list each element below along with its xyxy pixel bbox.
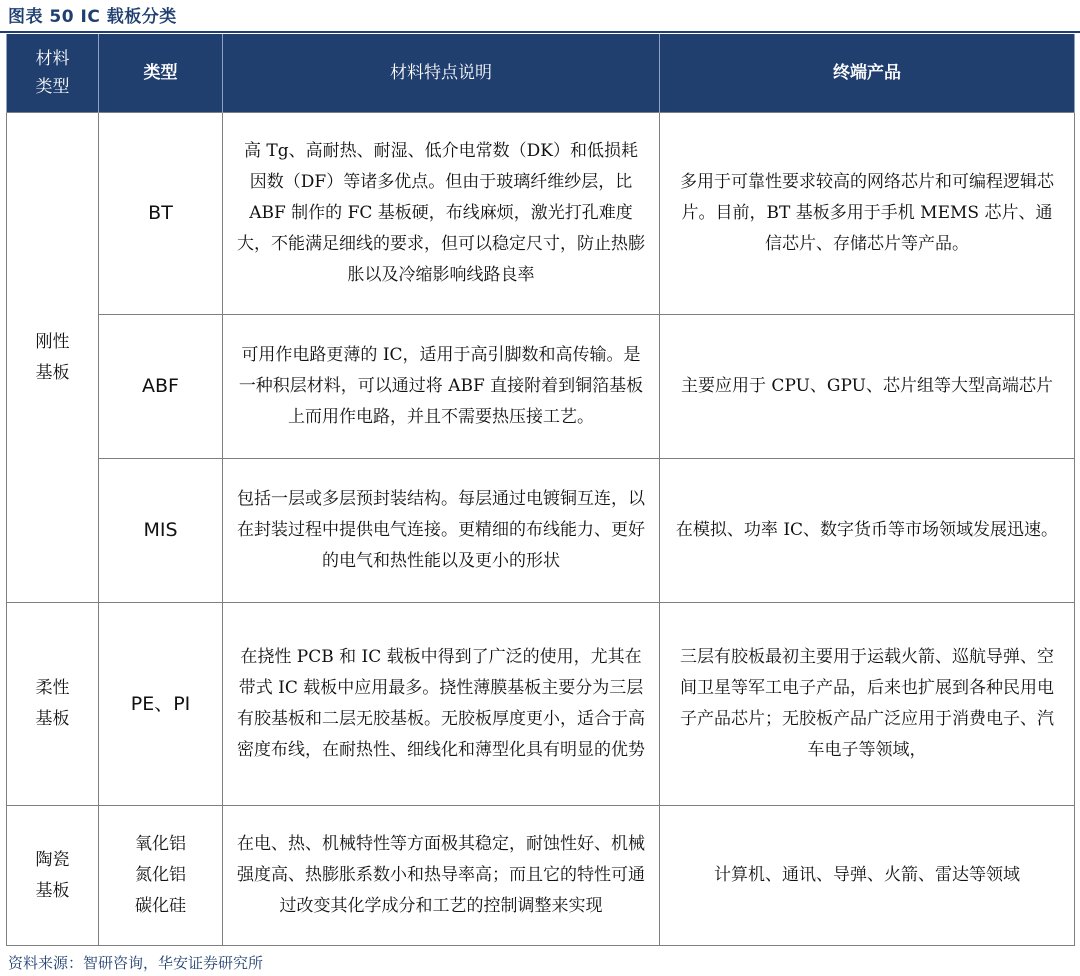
product-cell: 主要应用于 CPU、GPU、芯片组等大型高端芯片 (660, 315, 1075, 459)
figure-caption: 图表 50 IC 载板分类 (8, 7, 177, 27)
ic-substrate-table (6, 34, 1075, 946)
table-row (7, 459, 1075, 603)
description-cell: 在挠性 PCB 和 IC 载板中得到了广泛的使用，尤其在带式 IC 载板中应用最多。挠性薄膜基板主要分为三层有胶基板和二层无胶基板。无胶板厚度更小，适合于高密度布线，在耐热性、细线化和薄型化具有明显的优势 (223, 603, 660, 806)
type-cell: BT (99, 113, 223, 315)
product-cell: 三层有胶板最初主要用于运载火箭、巡航导弹、空间卫星等军工电子产品，后来也扩展到各种民用电子产品芯片；无胶板产品广泛应用于消费电子、汽车电子等领域， (660, 603, 1075, 806)
source-note: 资料来源：智研咨询，华安证券研究所 (8, 954, 264, 972)
description-cell: 包括一层或多层预封装结构。每层通过电镀铜互连，以在封装过程中提供电气连接。更精细的布线能力、更好的电气和热性能以及更小的形状 (223, 459, 660, 603)
type-cell: ABF (99, 315, 223, 459)
header-end-product: 终端产品 (660, 34, 1075, 113)
header-description: 材料特点说明 (223, 34, 660, 113)
material-category-flexible: 柔性基板 (7, 603, 99, 806)
caption-rule (0, 31, 1080, 33)
product-cell: 多用于可靠性要求较高的网络芯片和可编程逻辑芯片。目前，BT 基板多用于手机 MEMS 芯片、通信芯片、存储芯片等产品。 (660, 113, 1075, 315)
table-row (7, 113, 1075, 315)
description-cell: 在电、热、机械特性等方面极其稳定，耐蚀性好、机械强度高、热膨胀系数小和热导率高；而且它的特性可通过改变其化学成分和工艺的控制调整来实现 (223, 806, 660, 946)
header-material-type: 材料类型 (7, 34, 99, 113)
table-row (7, 603, 1075, 806)
material-category-ceramic: 陶瓷基板 (7, 806, 99, 946)
material-category-rigid: 刚性基板 (7, 113, 99, 603)
table-row (7, 315, 1075, 459)
product-cell: 计算机、通讯、导弹、火箭、雷达等领域 (660, 806, 1075, 946)
type-cell: PE、PI (99, 603, 223, 806)
product-cell: 在模拟、功率 IC、数字货币等市场领域发展迅速。 (660, 459, 1075, 603)
description-cell: 可用作电路更薄的 IC，适用于高引脚数和高传输。是一种积层材料，可以通过将 ABF 直接附着到铜箔基板上而用作电路，并且不需要热压接工艺。 (223, 315, 660, 459)
type-cell: 氧化铝 氮化铝 碳化硅 (99, 806, 223, 946)
type-cell: MIS (99, 459, 223, 603)
table-row (7, 806, 1075, 946)
header-type: 类型 (99, 34, 223, 113)
table-header-row (7, 34, 1075, 113)
description-cell: 高 Tg、高耐热、耐湿、低介电常数（DK）和低损耗因数（DF）等诸多优点。但由于玻璃纤维纱层，比 ABF 制作的 FC 基板硬，布线麻烦，激光打孔难度大，不能满足细线的要求，但可以稳定尺寸，防止热膨胀以及冷缩影响线路良率 (223, 113, 660, 315)
